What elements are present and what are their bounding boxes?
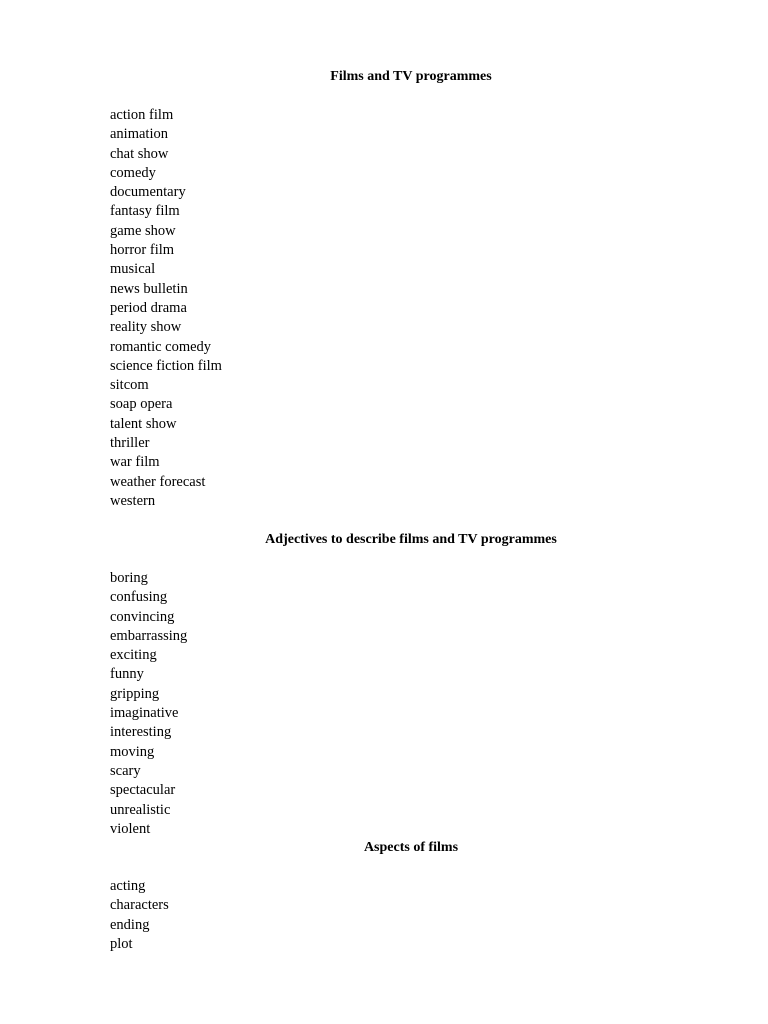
vocabulary-item: confusing bbox=[110, 589, 168, 606]
section-heading-aspects: Aspects of films bbox=[363, 840, 459, 855]
vocabulary-item: documentary bbox=[110, 184, 186, 201]
vocabulary-item: war film bbox=[110, 454, 160, 471]
vocabulary-item: western bbox=[110, 492, 156, 509]
vocabulary-item: scary bbox=[110, 762, 141, 779]
vocabulary-item: ending bbox=[110, 916, 150, 933]
vocabulary-item: fantasy film bbox=[110, 203, 180, 220]
aspects-word-list bbox=[110, 877, 169, 954]
vocabulary-item: violent bbox=[110, 820, 151, 837]
vocabulary-item: horror film bbox=[110, 242, 175, 259]
vocabulary-item: talent show bbox=[110, 415, 177, 432]
vocabulary-item: unrealistic bbox=[110, 801, 171, 818]
adjectives-word-list bbox=[110, 569, 187, 839]
vocabulary-item: embarrassing bbox=[110, 627, 188, 644]
vocabulary-item: boring bbox=[110, 570, 148, 586]
vocabulary-item: game show bbox=[110, 222, 176, 239]
vocabulary-item: comedy bbox=[110, 164, 156, 181]
vocabulary-item: weather forecast bbox=[110, 473, 206, 490]
vocabulary-item: action film bbox=[110, 107, 174, 123]
section-heading-films-tv: Films and TV programmes bbox=[330, 69, 492, 84]
vocabulary-item: gripping bbox=[110, 685, 160, 702]
section-heading-adjectives: Adjectives to describe films and TV programmes bbox=[265, 532, 557, 547]
films-tv-word-list bbox=[110, 106, 222, 511]
vocabulary-item: musical bbox=[110, 261, 156, 278]
vocabulary-item: characters bbox=[110, 897, 169, 914]
vocabulary-item: thriller bbox=[110, 435, 150, 452]
vocabulary-item: convincing bbox=[110, 608, 175, 625]
vocabulary-item: acting bbox=[110, 878, 146, 894]
vocabulary-item: moving bbox=[110, 743, 155, 760]
vocabulary-item: period drama bbox=[110, 299, 187, 316]
vocabulary-item: chat show bbox=[110, 145, 169, 162]
vocabulary-item: animation bbox=[110, 126, 168, 143]
vocabulary-item: spectacular bbox=[110, 782, 176, 799]
vocabulary-item: interesting bbox=[110, 724, 172, 741]
vocabulary-item: soap opera bbox=[110, 396, 173, 413]
vocabulary-item: exciting bbox=[110, 647, 157, 664]
vocabulary-item: imaginative bbox=[110, 705, 179, 722]
vocabulary-item: sitcom bbox=[110, 377, 149, 394]
vocabulary-item: romantic comedy bbox=[110, 338, 212, 355]
vocabulary-item: news bulletin bbox=[110, 280, 188, 297]
vocabulary-item: reality show bbox=[110, 319, 182, 336]
vocabulary-item: science fiction film bbox=[110, 357, 222, 374]
vocabulary-item: plot bbox=[110, 935, 133, 952]
vocabulary-item: funny bbox=[110, 666, 144, 683]
